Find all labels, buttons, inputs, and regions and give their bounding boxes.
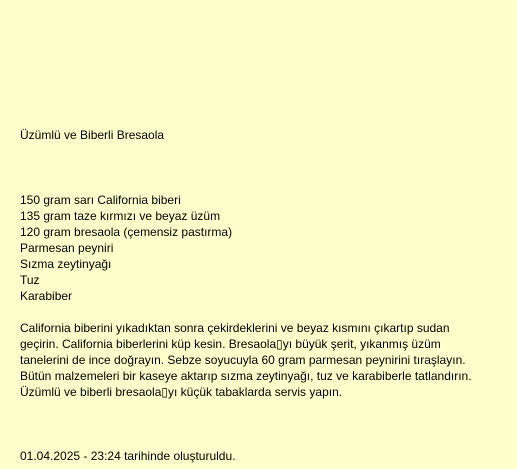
ingredient-item: 150 gram sarı California biberi (20, 193, 181, 207)
ingredient-item: 120 gram bresaola (çemensiz pastırma) (20, 225, 233, 239)
ingredient-item: 135 gram taze kırmızı ve beyaz üzüm (20, 209, 221, 223)
ingredient-item: Karabiber (20, 289, 73, 303)
created-timestamp: 01.04.2025 - 23:24 tarihinde oluşturuldu. (20, 449, 236, 463)
recipe-instructions: California biberini yıkadıktan sonra çekirdeklerini ve beyaz kısmını çıkartıp sudan geçirin. California biberlerini küp kesin. Bresaola▯yı büyük şerit, yıkanmış üzüm tanelerini de ince doğrayın. Sebze soyucuyla 60 gram parmesan peynirini tıraşlayın. Bütün malzemeleri bir kaseye aktarıp sızma zeytinyağı, tuz ve karabiberle tatlandırın. Üzümlü ve biberli bresaola▯yı küçük tabaklarda servis yapın. (20, 321, 472, 399)
ingredient-item: Parmesan peyniri (20, 241, 114, 255)
ingredient-list (20, 192, 232, 304)
ingredient-item: Sızma zeytinyağı (20, 257, 112, 271)
ingredient-item: Tuz (20, 273, 40, 287)
recipe-title: Üzümlü ve Biberli Bresaola (20, 128, 165, 142)
